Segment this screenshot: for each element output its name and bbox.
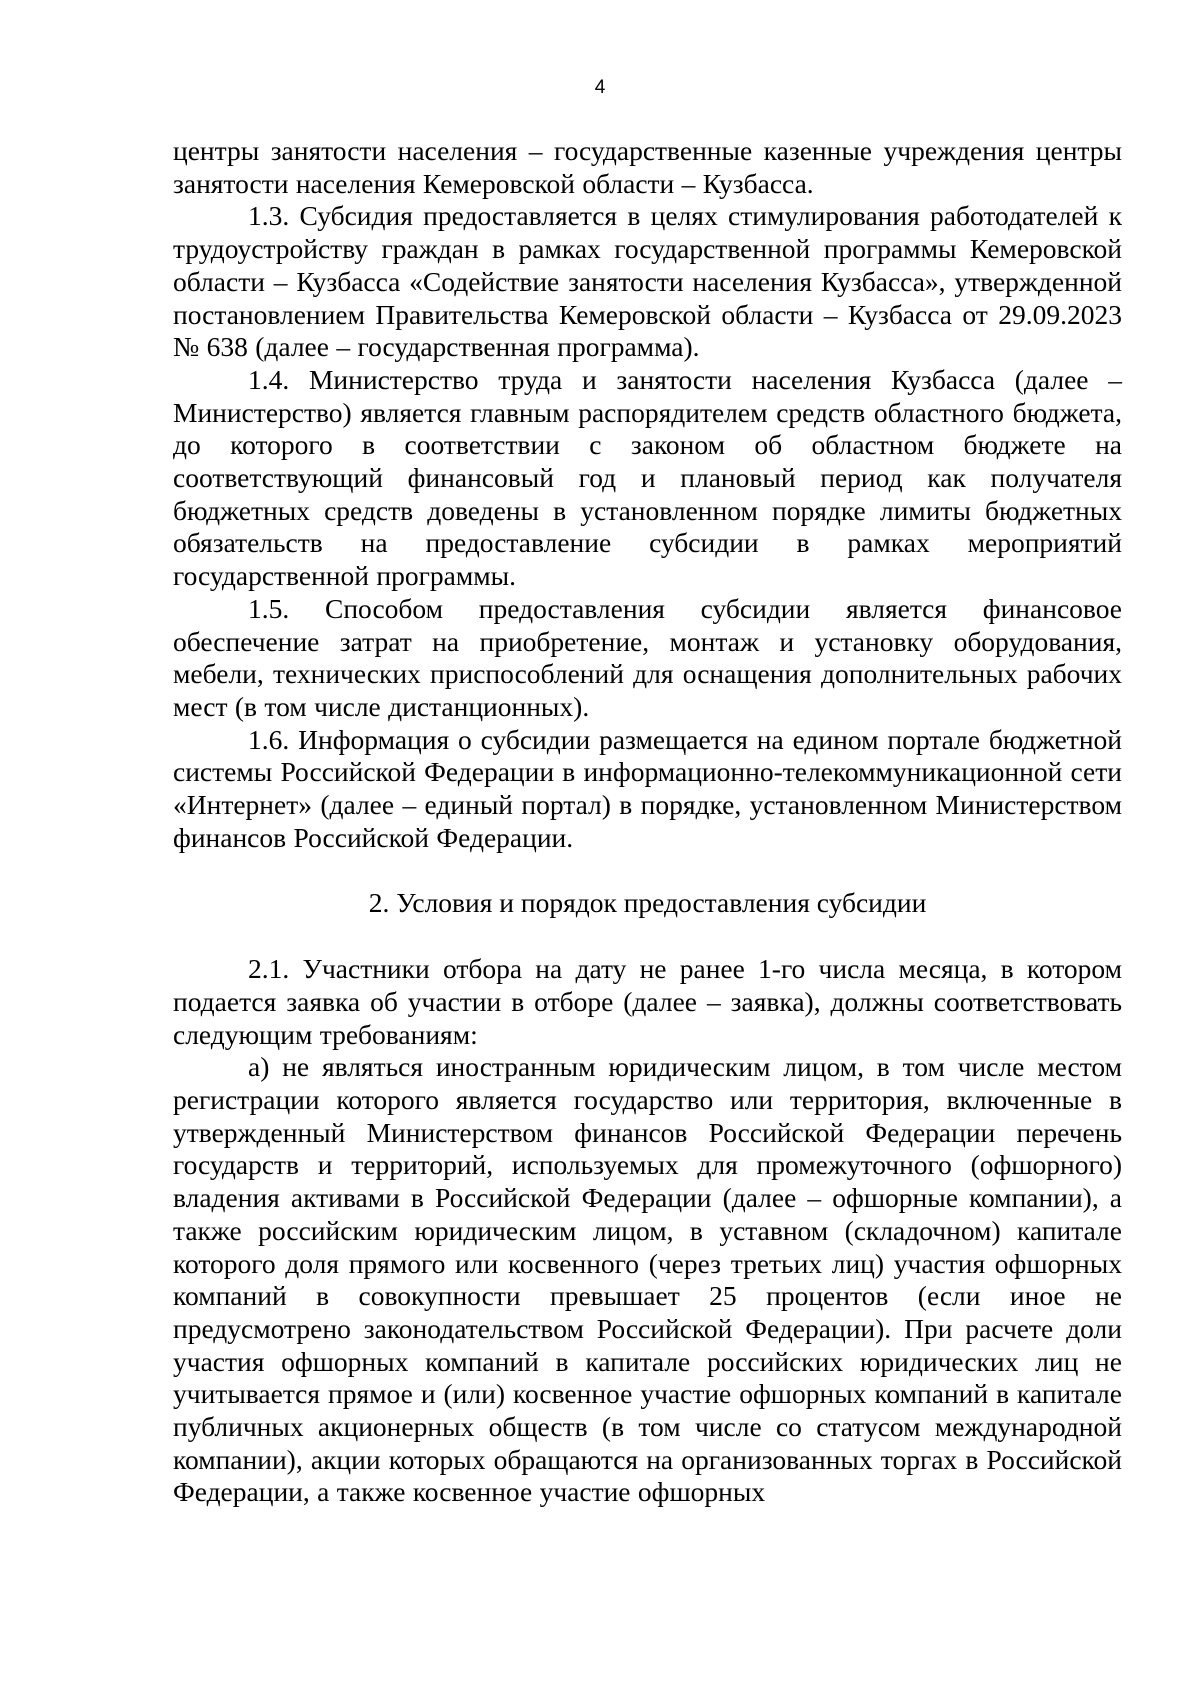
paragraph-1-3: 1.3. Субсидия предоставляется в целях стимулирования работодателей к трудоустройству граждан в рамках государственной программы Кемеровской области – Кузбасса «Содействие занятости населения Кузбасса», утвержденной постановлением Правительства Кемеровской области – Кузбасса от 29.09.2023 № 638 (далее – государственная программа).	[173, 200, 1122, 363]
paragraph-1-5: 1.5. Способом предоставления субсидии является финансовое обеспечение затрат на приобретение, монтаж и установку оборудования, мебели, технических приспособлений для оснащения дополнительных рабочих мест (в том числе дистанционных).	[173, 592, 1122, 722]
paragraph-continuation: центры занятости населения – государственные казенные учреждения центры занятости населения Кемеровской области – Кузбасса.	[173, 135, 1122, 199]
paragraph-1-6: 1.6. Информация о субсидии размещается на едином портале бюджетной системы Российской Федерации в информационно-телекоммуникационной сети «Интернет» (далее – единый портал) в порядке, установленном Министерством финансов Российской Федерации.	[173, 723, 1122, 853]
paragraph-2-1: 2.1. Участники отбора на дату не ранее 1-го числа месяца, в котором подается заявка об участии в отборе (далее – заявка), должны соответствовать следующим требованиям:	[173, 953, 1122, 1050]
paragraph-2-1-a: а) не являться иностранным юридическим лицом, в том числе местом регистрации которого является государство или территория, включенные в утвержденный Министерством финансов Российской Федерации перечень государств и территорий, используемых для промежуточного (офшорного) владения активами в Российской Федерации (далее – офшорные компании), а также российским юридическим лицом, в уставном (складочном) капитале которого доля прямого или косвенного (через третьих лиц) участия офшорных компаний в совокупности превышает 25 процентов (если иное не предусмотрено законодательством Российской Федерации). При расчете доли участия офшорных компаний в капитале российских юридических лиц не учитывается прямое и (или) косвенное участие офшорных компаний в капитале публичных акционерных обществ (в том числе со статусом международной компании), акции которых обращаются на организованных торгах в Российской Федерации, а также косвенное участие офшорных	[173, 1051, 1122, 1508]
document-body	[173, 135, 1122, 1509]
section-2-heading: 2. Условия и порядок предоставления субсидии	[368, 887, 927, 919]
paragraph-1-4: 1.4. Министерство труда и занятости населения Кузбасса (далее – Министерство) является главным распорядителем средств областного бюджета, до которого в соответствии с законом об областном бюджете на соответствующий финансовый год и плановый период как получателя бюджетных средств доведены в установленном порядке лимиты бюджетных обязательств на предоставление субсидии в рамках мероприятий государственной программы.	[173, 363, 1122, 592]
page-number: 4	[594, 77, 606, 98]
